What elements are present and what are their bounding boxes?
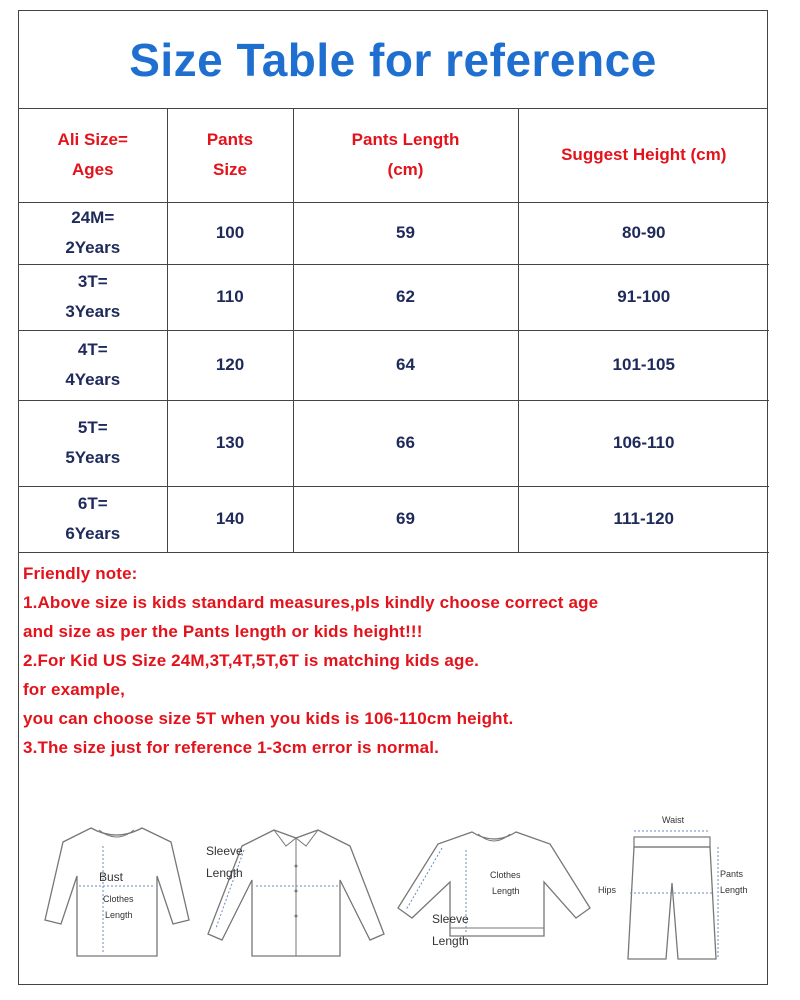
friendly-notes: [23, 559, 768, 762]
page-title: Size Table for reference: [129, 33, 657, 86]
table-header-row: [19, 109, 769, 202]
header-cell-ali-size: Ali Size= Ages: [19, 109, 167, 202]
note-line: 2.For Kid US Size 24M,3T,4T,5T,6T is matching kids age.: [23, 651, 480, 670]
shirt-figure: Sleeve Length: [204, 816, 389, 966]
pants-size-cell: 140: [167, 486, 293, 552]
size-chart-sheet: [18, 10, 768, 985]
pants-length-cell: 66: [293, 400, 518, 486]
note-line: and size as per the Pants length or kids height!!!: [23, 622, 423, 641]
age-cell: 3T= 3Years: [19, 264, 167, 330]
pants-size-cell: 120: [167, 330, 293, 400]
sweater-figure: Clothes Length Sleeve Length: [394, 816, 594, 966]
table-row: [19, 264, 769, 330]
table-row: [19, 486, 769, 552]
pants-length-cell: 59: [293, 202, 518, 264]
pants-length-cell: 64: [293, 330, 518, 400]
height-cell: 91-100: [518, 264, 769, 330]
height-cell: 80-90: [518, 202, 769, 264]
shirt-icon: [204, 816, 389, 966]
table-row: [19, 202, 769, 264]
pants-size-cell: 130: [167, 400, 293, 486]
age-cell: 4T= 4Years: [19, 330, 167, 400]
table-row: [19, 400, 769, 486]
tshirt-figure: Bust Clothes Length: [39, 816, 194, 966]
size-table: [19, 109, 769, 553]
pants-figure: Waist Hips Pants Length: [594, 813, 764, 968]
note-heading: Friendly note:: [23, 564, 138, 583]
note-line: for example,: [23, 680, 125, 699]
note-line: 1.Above size is kids standard measures,pls kindly choose correct age: [23, 593, 599, 612]
note-line: 3.The size just for reference 1-3cm error is normal.: [23, 738, 439, 757]
tshirt-icon: [39, 816, 194, 966]
title-band: [19, 11, 767, 109]
age-cell: 24M= 2Years: [19, 202, 167, 264]
pants-length-cell: 62: [293, 264, 518, 330]
note-line: you can choose size 5T when you kids is 106-110cm height.: [23, 709, 514, 728]
header-cell-suggest-height: Suggest Height (cm): [518, 109, 769, 202]
height-cell: 111-120: [518, 486, 769, 552]
pants-size-cell: 110: [167, 264, 293, 330]
height-cell: 106-110: [518, 400, 769, 486]
height-cell: 101-105: [518, 330, 769, 400]
pants-size-cell: 100: [167, 202, 293, 264]
age-cell: 5T= 5Years: [19, 400, 167, 486]
age-cell: 6T= 6Years: [19, 486, 167, 552]
header-cell-pants-size: Pants Size: [167, 109, 293, 202]
table-row: [19, 330, 769, 400]
measurement-figures: [19, 801, 767, 976]
header-cell-pants-length: Pants Length (cm): [293, 109, 518, 202]
pants-length-cell: 69: [293, 486, 518, 552]
